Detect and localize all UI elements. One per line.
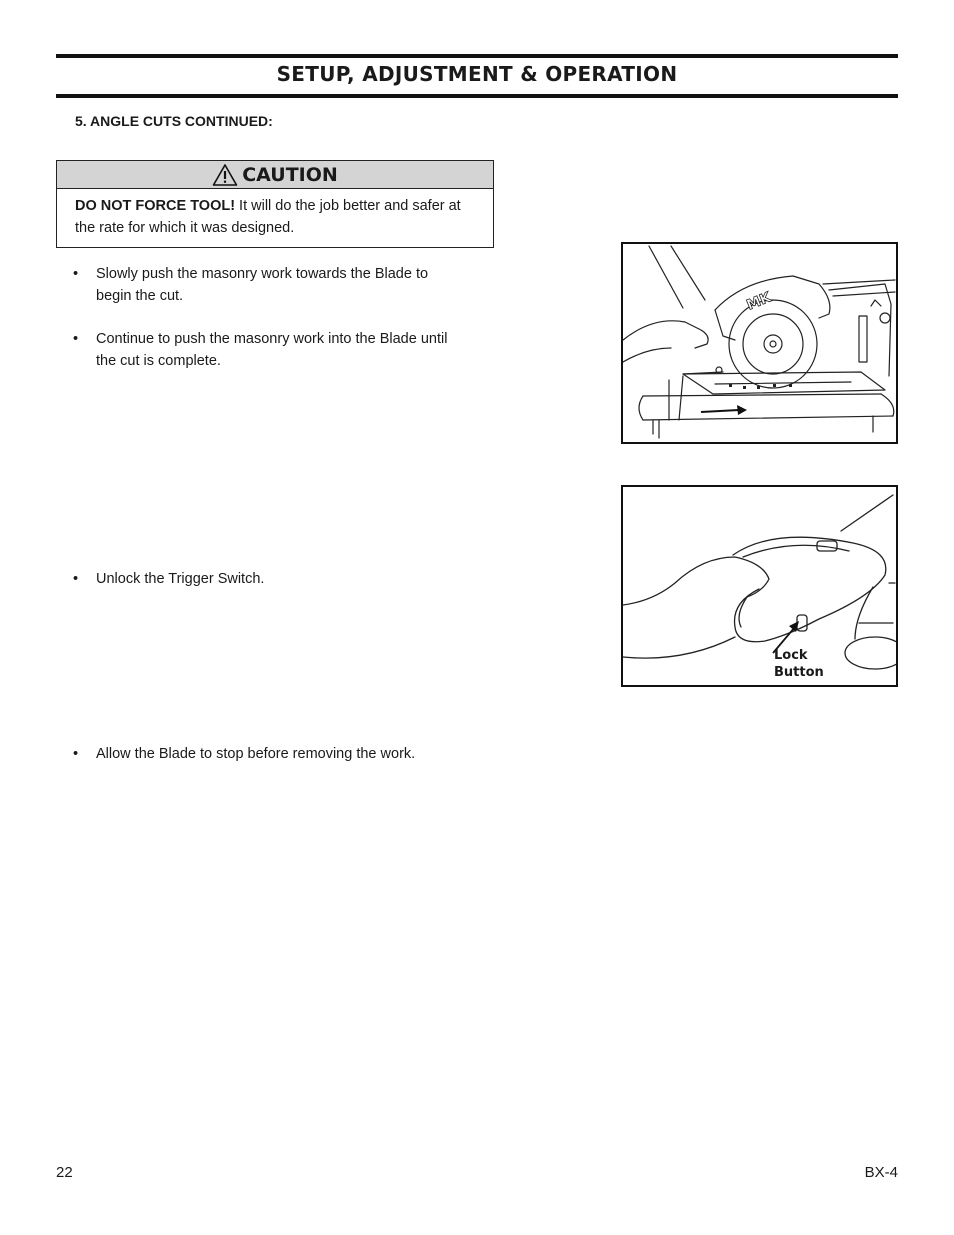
bullet-dot: • xyxy=(73,746,79,762)
list-item-text: Allow the Blade to stop before removing the work. xyxy=(96,746,416,762)
caution-label: CAUTION xyxy=(242,163,338,186)
list-item-text: Slowly push the masonry work towards the Blade to begin the cut. xyxy=(96,266,429,304)
trigger-drawing xyxy=(623,487,896,685)
list-item xyxy=(73,743,466,765)
brand-logo: MK xyxy=(744,289,774,314)
list-item-text: Continue to push the masonry work into the Blade until the cut is complete. xyxy=(96,331,448,369)
saw-drawing xyxy=(623,244,896,442)
list-item xyxy=(73,568,466,590)
page-number: 22 xyxy=(56,1164,73,1181)
caution-header xyxy=(57,161,493,189)
bullet-dot: • xyxy=(73,331,79,347)
section-subheading: 5. ANGLE CUTS CONTINUED: xyxy=(75,113,273,129)
caution-text xyxy=(57,189,493,239)
warning-triangle-icon xyxy=(212,163,238,187)
bullet-dot: • xyxy=(73,266,79,282)
caution-box xyxy=(56,160,494,248)
lock-label-line1: Lock xyxy=(774,648,808,663)
bullet-dot: • xyxy=(73,571,79,587)
page-title: SETUP, ADJUSTMENT & OPERATION xyxy=(276,62,678,86)
lock-button-label xyxy=(774,647,824,681)
header-top-rule xyxy=(56,54,898,58)
list-item xyxy=(73,328,466,372)
header-bottom-rule xyxy=(56,94,898,98)
saw-illustration xyxy=(621,242,898,444)
trigger-illustration xyxy=(621,485,898,687)
caution-bold-text: DO NOT FORCE TOOL! xyxy=(75,198,236,214)
list-item-text: Unlock the Trigger Switch. xyxy=(96,571,265,587)
lock-label-line2: Button xyxy=(774,665,824,680)
list-item xyxy=(73,263,466,307)
model-number: BX-4 xyxy=(864,1164,898,1181)
caution-body-text: It will do the job better and safer at the rate for which it was designed. xyxy=(75,198,461,236)
